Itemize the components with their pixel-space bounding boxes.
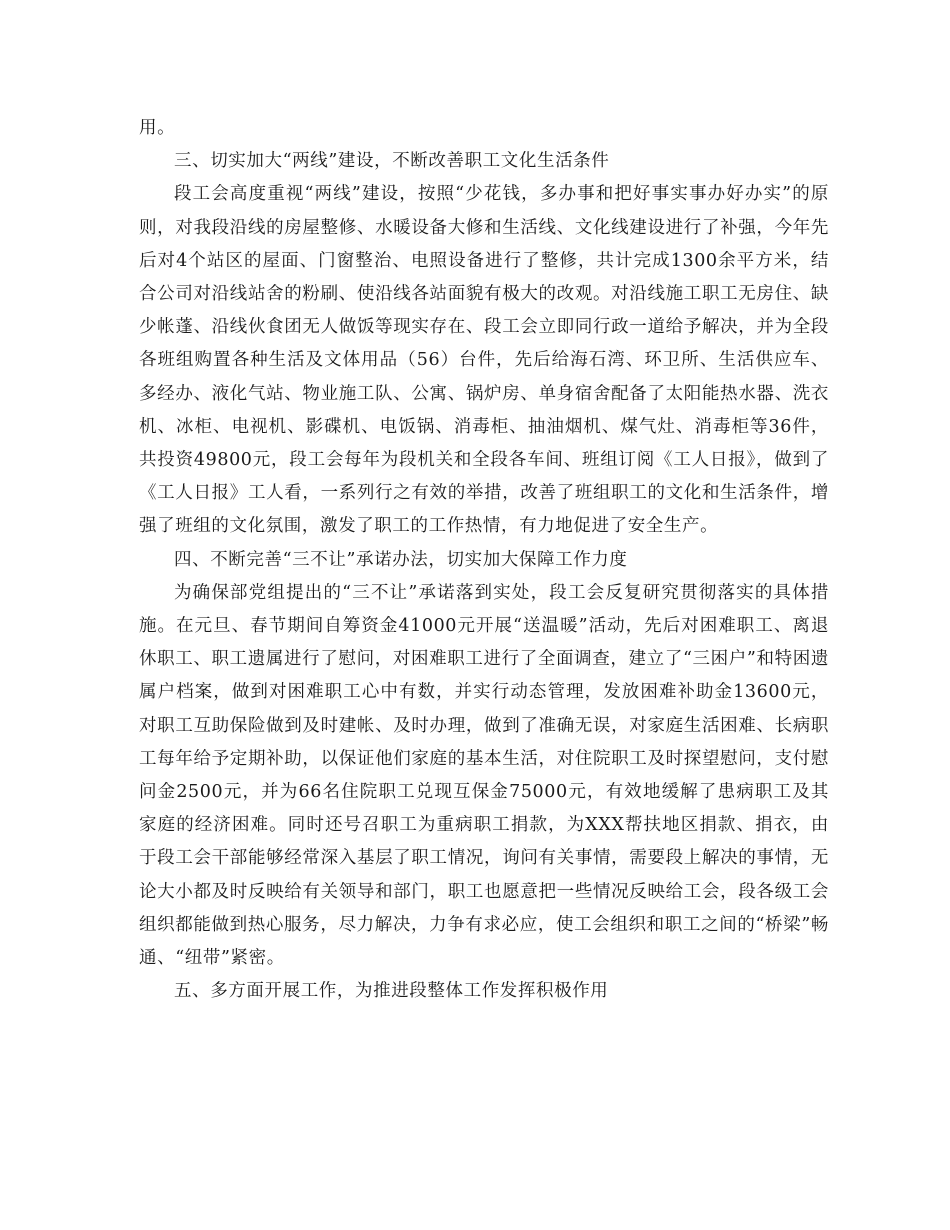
section-heading-5: 五、多方面开展工作，为推进段整体工作发挥积极作用	[174, 981, 609, 1002]
section-heading-3: 三、切实加大“两线”建设，不断改善职工文化生活条件	[174, 151, 610, 172]
paragraph-section-4: 为确保部党组提出的“三不让”承诺落到实处，段工会反复研究贯彻落实的具体措施。在元旦、春节期间自筹资金41000元开展“送温暖”活动，先后对困难职工、离退休职工、职工遗属进行了慰问，对困难职工进行了全面调查，建立了“三困户”和特困遗属户档案，做到对困难职工心中有数，并实行动态管理，发放困难补助金13600元，对职工互助保险做到及时建帐、及时办理，做到了准确无误，对家庭生活困难、长病职工每年给予定期补助，以保证他们家庭的基本生活，对住院职工及时探望慰问，支付慰问金2500元，并为66名住院职工兑现互保金75000元，有效地缓解了患病职工及其家庭的经济困难。同时还号召职工为重病职工捐款，为XXX帮扶地区捐款、捐衣，由于段工会干部能够经常深入基层了职工情况，询问有关事情，需要段上解决的事情，无论大小都及时反映给有关领导和部门，职工也愿意把一些情况反映给工会，段各级工会组织都能做到热心服务，尽力解决，力争有求必应，使工会组织和职工之间的“桥梁”畅通、“纽带”紧密。	[139, 582, 829, 969]
section-heading-4: 四、不断完善“三不让”承诺办法，切实加大保障工作力度	[174, 549, 628, 570]
document-body	[139, 112, 829, 1008]
paragraph-section-3: 段工会高度重视“两线”建设，按照“少花钱，多办事和把好事实事办好办实”的原则，对我段沿线的房屋整修、水暖设备大修和生活线、文化线建设进行了补强，今年先后对4个站区的屋面、门窗整治、电照设备进行了整修，共计完成1300余平方米，结合公司对沿线站舍的粉刷、使沿线各站面貌有极大的改观。对沿线施工职工无房住、缺少帐蓬、沿线伙食团无人做饭等现实存在、段工会立即同行政一道给予解决，并为全段各班组购置各种生活及文体用品（56）台件，先后给海石湾、环卫所、生活供应车、多经办、液化气站、物业施工队、公寓、锅炉房、单身宿舍配备了太阳能热水器、洗衣机、冰柜、电视机、影碟机、电饭锅、消毒柜、抽油烟机、煤气灶、消毒柜等36件，共投资49800元，段工会每年为段机关和全段各车间、班组订阅《工人日报》，做到了《工人日报》工人看，一系列行之有效的举措，改善了班组职工的文化和生活条件，增强了班组的文化氛围，激发了职工的工作热情，有力地促进了安全生产。	[139, 184, 829, 537]
paragraph-continuation: 用。	[139, 118, 176, 138]
